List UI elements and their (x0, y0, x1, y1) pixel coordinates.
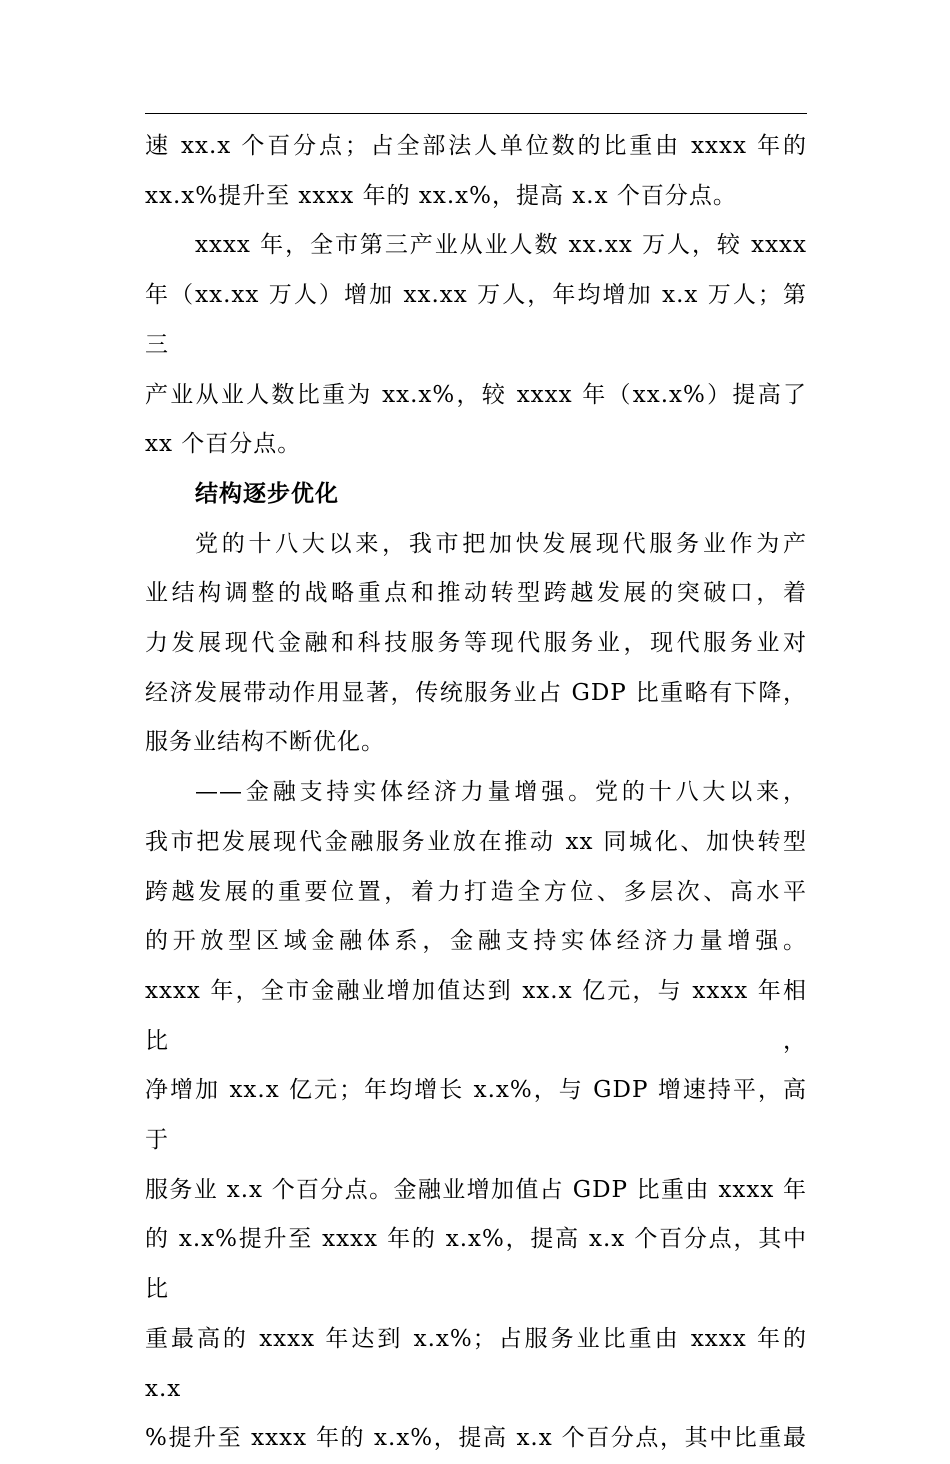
text-line: 我市把发展现代金融服务业放在推动 xx 同城化、加快转型 (145, 828, 807, 855)
text-line: 服务业结构不断优化。 (145, 729, 385, 756)
text-line: 净增加 xx.x 亿元；年均增长 x.x%，与 GDP 增速持平，高于 (145, 1077, 807, 1154)
section-heading: 结构逐步优化 (195, 480, 339, 507)
text-line: 业结构调整的战略重点和推动转型跨越发展的突破口，着 (145, 580, 807, 607)
text-line: 跨越发展的重要位置，着力打造全方位、多层次、高水平 (145, 878, 807, 905)
text-line: xxxx 年，全市金融业增加值达到 xx.x 亿元，与 xxxx 年相比， (145, 977, 807, 1054)
text-line: 年（xx.xx 万人）增加 xx.xx 万人，年均增加 x.x 万人；第三 (145, 282, 807, 358)
text-line: xxxx 年，全市第三产业从业人数 xx.xx 万人，较 xxxx (195, 232, 807, 259)
text-line: 速 xx.x 个百分点；占全部法人单位数的比重由 xxxx 年的 (145, 133, 807, 159)
document-body (145, 122, 807, 1464)
text-line: xx 个百分点。 (145, 431, 302, 458)
text-line: 的 x.x%提升至 xxxx 年的 x.x%，提高 x.x 个百分点，其中比 (145, 1226, 807, 1303)
text-line: 党的十八大以来，我市把加快发展现代服务业作为产 (195, 530, 807, 557)
text-line: %提升至 xxxx 年的 x.x%，提高 x.x 个百分点，其中比重最 (145, 1425, 807, 1452)
text-line: xx.x%提升至 xxxx 年的 xx.x%，提高 x.x 个百分点。 (145, 182, 737, 209)
text-line: 产业从业人数比重为 xx.x%，较 xxxx 年（xx.x%）提高了 (145, 381, 807, 408)
header-rule (145, 113, 807, 114)
text-line: 重最高的 xxxx 年达到 x.x%；占服务业比重由 xxxx 年的 x.x (145, 1325, 807, 1402)
text-line: ——金融支持实体经济力量增强。党的十八大以来， (195, 779, 807, 806)
text-line: 的开放型区域金融体系，金融支持实体经济力量增强。 (145, 928, 807, 955)
text-line: 力发展现代金融和科技服务等现代服务业，现代服务业对 (145, 630, 807, 657)
text-line: 服务业 x.x 个百分点。金融业增加值占 GDP 比重由 xxxx 年 (145, 1176, 807, 1203)
text-line: 经济发展带动作用显著，传统服务业占 GDP 比重略有下降， (145, 679, 807, 706)
